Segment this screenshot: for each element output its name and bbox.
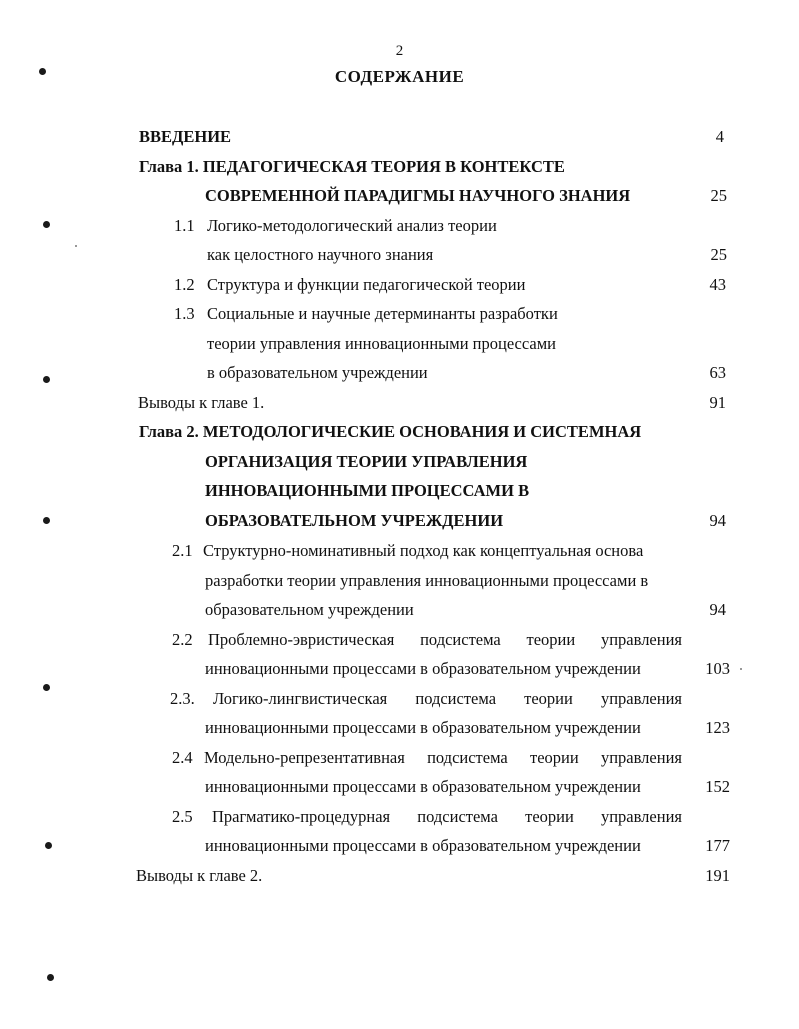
toc-section-title: Структура и функции педагогической теории xyxy=(207,275,526,294)
toc-section-number: 1.2 xyxy=(174,275,195,294)
toc-section-page: 177 xyxy=(705,836,730,855)
toc-conclusion-page: 91 xyxy=(709,393,726,412)
toc-section-page: 94 xyxy=(709,600,726,619)
page-title: СОДЕРЖАНИЕ xyxy=(334,67,465,86)
toc-chapter1-title: Глава 1. ПЕДАГОГИЧЕСКАЯ ТЕОРИЯ В КОНТЕКСТЕ xyxy=(139,157,565,176)
toc-section-page: 63 xyxy=(709,363,726,382)
toc-intro-title: ВВЕДЕНИЕ xyxy=(139,127,232,146)
toc-chapter1-page: 25 xyxy=(710,186,727,205)
toc-chapter2-page: 94 xyxy=(709,511,726,530)
toc-section-number: 1.1 xyxy=(174,216,195,235)
toc-section-title: Социальные и научные детерминанты разработки xyxy=(207,304,558,323)
toc-section-title-cont: разработки теории управления инновационными процессами в xyxy=(205,571,649,590)
toc-section-title-cont: как целостного научного знания xyxy=(207,245,434,264)
toc-section-page: 43 xyxy=(709,275,726,294)
toc-section-title-cont: инновационными процессами в образовательном учреждении xyxy=(205,777,641,796)
binder-mark xyxy=(45,842,52,849)
toc-section-title: Прагматико-процедурная подсистема теории управления xyxy=(212,807,682,826)
toc-section-title-cont: в образовательном учреждении xyxy=(207,363,428,382)
binder-mark xyxy=(43,517,50,524)
toc-section-title: Проблемно-эвристическая подсистема теории управления xyxy=(208,630,682,649)
toc-section-title: Логико-методологический анализ теории xyxy=(207,216,497,235)
toc-section-title-cont: образовательном учреждении xyxy=(205,600,414,619)
toc-section-page: 103 xyxy=(705,659,730,678)
scan-speck xyxy=(740,668,742,670)
toc-chapter2-title-cont: ОРГАНИЗАЦИЯ ТЕОРИИ УПРАВЛЕНИЯ xyxy=(205,452,528,471)
toc-section-title-cont: инновационными процессами в образовательном учреждении xyxy=(205,659,641,678)
binder-mark xyxy=(43,684,50,691)
toc-chapter2-title-cont: ИННОВАЦИОННЫМИ ПРОЦЕССАМИ В xyxy=(205,481,530,500)
toc-conclusion-page: 191 xyxy=(705,866,730,885)
toc-section-title-cont: инновационными процессами в образовательном учреждении xyxy=(205,836,641,855)
toc-conclusion-title: Выводы к главе 2. xyxy=(136,866,263,885)
toc-section-page: 152 xyxy=(705,777,730,796)
toc-section-title: Структурно-номинативный подход как концептуальная основа xyxy=(203,541,644,560)
toc-section-number: 2.2 xyxy=(172,630,193,649)
toc-section-title-cont: теории управления инновационными процессами xyxy=(207,334,557,353)
scan-speck xyxy=(75,245,77,247)
toc-section-title-cont: инновационными процессами в образовательном учреждении xyxy=(205,718,641,737)
page-number: 2 xyxy=(395,43,404,59)
toc-section-title: Модельно-репрезентативная подсистема теории управления xyxy=(204,748,682,767)
toc-conclusion-title: Выводы к главе 1. xyxy=(138,393,265,412)
binder-mark xyxy=(43,221,50,228)
binder-mark xyxy=(43,376,50,383)
toc-chapter2-title-cont: ОБРАЗОВАТЕЛЬНОМ УЧРЕЖДЕНИИ xyxy=(205,511,504,530)
toc-section-number: 2.3. xyxy=(170,689,195,708)
toc-section-number: 2.5 xyxy=(172,807,193,826)
toc-chapter2-title: Глава 2. МЕТОДОЛОГИЧЕСКИЕ ОСНОВАНИЯ И СИСТЕМНАЯ xyxy=(139,422,642,441)
binder-mark xyxy=(47,974,54,981)
toc-chapter1-title-cont: СОВРЕМЕННОЙ ПАРАДИГМЫ НАУЧНОГО ЗНАНИЯ xyxy=(205,186,631,205)
toc-section-number: 1.3 xyxy=(174,304,195,323)
toc-section-page: 25 xyxy=(710,245,727,264)
toc-section-number: 2.1 xyxy=(172,541,193,560)
toc-section-title: Логико-лингвистическая подсистема теории управления xyxy=(213,689,682,708)
toc-section-number: 2.4 xyxy=(172,748,193,767)
toc-section-page: 123 xyxy=(705,718,730,737)
toc-intro-page: 4 xyxy=(715,127,724,146)
